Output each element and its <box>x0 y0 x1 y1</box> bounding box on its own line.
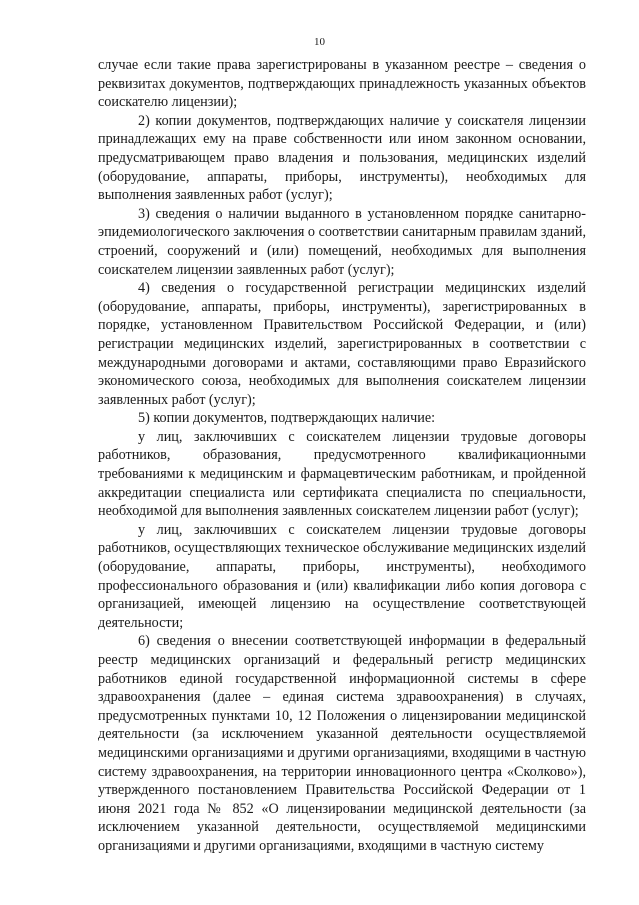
paragraph-item-5-sub-1: у лиц, заключивших с соискателем лицензии трудовые договоры работников, образования, предусмотренного квалификационными требованиями к медицинским и фармацевтическим работникам, и пройденной аккредитации специалиста или сертификата специалиста по специальности, необходимой для выполнения заявленных соискателем лицензии работ (услуг); <box>98 428 586 520</box>
paragraph-item-6: 6) сведения о внесении соответствующей информации в федеральный реестр медицинских организаций и федеральный регистр медицинских работников единой государственной информационной системы в сфере здравоохранения (далее – единая система здравоохранения) в случаях, предусмотренных пунктами 10, 12 Положения о лицензировании медицинской деятельности (за исключением указанной деятельности осуществляемой медицинскими организациями и другими организациями, входящими в частную систему здравоохранения, на территории инновационного центра «Сколково»), утвержденного постановлением Правительства Российской Федерации от 1 июня 2021 года № 852 «О лицензировании медицинской деятельности (за исключением указанной деятельности, осуществляемой медицинскими организациями и другими организациями, входящими в частную систему <box>98 633 586 854</box>
paragraph-item-4: 4) сведения о государственной регистрации медицинских изделий (оборудование, аппараты, приборы, инструменты), зарегистрированных в порядке, установленном Правительством Российской Федерации, и (или) регистрации медицинских изделий, зарегистрированных в соответствии с международными договорами и актами, составляющими право Евразийского экономического союза, необходимых для выполнения соискателем лицензии заявленных работ (услуг); <box>98 280 586 408</box>
paragraph-item-2: 2) копии документов, подтверждающих наличие у соискателя лицензии принадлежащих ему на праве собственности или ином законном основании, предусматривающем право владения и пользования, медицинских изделий (оборудование, аппараты, приборы, инструменты), необходимых для выполнения заявленных работ (услуг); <box>98 112 586 204</box>
page-number: 10 <box>314 36 325 48</box>
paragraph-item-5-sub-2: у лиц, заключивших с соискателем лицензии трудовые договоры работников, осуществляющих техническое обслуживание медицинских изделий (оборудование, аппараты, приборы, инструменты), необходимого профессионального образования и (или) квалификации либо копия договора с организацией, имеющей лицензию на осуществление соответствующей деятельности; <box>98 521 586 631</box>
document-body <box>98 56 586 856</box>
paragraph-item-5: 5) копии документов, подтверждающих наличие: <box>138 410 436 427</box>
paragraph-item-3: 3) сведения о наличии выданного в установленном порядке санитарно-эпидемиологического заключения о соответствии санитарным правилам зданий, строений, сооружений и (или) помещений, необходимых для выполнения соискателем лицензии заявленных работ (услуг); <box>98 205 587 278</box>
paragraph-continuation: случае если такие права зарегистрированы в указанном реестре – сведения о реквизитах документов, подтверждающих принадлежность указанных объектов соискателю лицензии); <box>98 57 586 111</box>
